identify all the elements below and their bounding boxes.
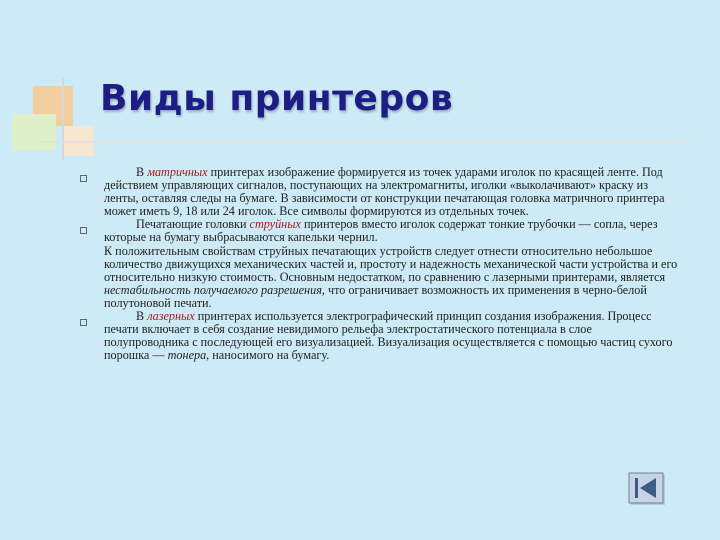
term-matrix: матричных (147, 165, 208, 179)
term-toner: тонера (167, 348, 207, 363)
text-rest: принтерах используется электрографический принцип создания изображения. Процесс печати включает в себя создание невидимого рельефа электростатического потенциала в слое полупроводника с последующей его визуализацией. Визуализация осуществляется с помощью частиц сухого порошка — (104, 309, 673, 363)
nav-first-icon[interactable] (628, 472, 666, 506)
paragraph-text (104, 310, 680, 362)
paragraph-text (104, 166, 680, 218)
term-inkjet: струйных (249, 217, 301, 232)
decor-vertical-line (62, 78, 64, 160)
text-rest: , наносимого на бумагу. (206, 348, 330, 363)
text-lead: В (136, 309, 148, 324)
text-lead: В (136, 165, 148, 179)
square-bullet-icon (80, 227, 87, 234)
term-resolution: нестабильность получаемого разрешения (104, 282, 322, 297)
paragraph-text (104, 218, 680, 244)
text-lead: К положительным свойствам струйных печатающих устройств следует отнести относительно небольшое количество движущихся механических частей и, простоту и надежность механической части устройства и его относительно низкую стоимость. Основным недостатком, по сравнению с лазерными принтерами, является (104, 243, 678, 284)
square-bullet-icon (80, 175, 87, 182)
page-title: Виды принтеров (100, 78, 454, 119)
title-underline (40, 141, 685, 143)
paragraph-matrix (80, 166, 680, 218)
decor-square-green (12, 114, 56, 150)
paragraph-inkjet (80, 218, 680, 310)
text-rest: , что ограничивает возможность их применения в черно-белой полутоновой печати. (104, 282, 647, 310)
text-rest: принтерах изображение формируется из точек ударами иголок по красящей ленте. Под действием управляющих сигналов, поступающих на электромагниты, иголки «выколачивают» краску из ленты, оставляя следы на бумаге. В зависимости от конструкции печатающая головка матричного принтера может иметь 9, 18 или 24 иголок. Все символы формируются из отдельных точек. (104, 165, 665, 219)
paragraph-laser (80, 310, 680, 362)
text-rest: принтеров вместо иголок содержат тонкие трубочки — сопла, через которые на бумагу выбрасываются капельки чернил. (104, 217, 658, 245)
square-bullet-icon (80, 319, 87, 326)
slide-body (80, 166, 680, 362)
term-laser: лазерных (147, 309, 195, 324)
text-lead: Печатающие головки (136, 217, 250, 232)
paragraph-text-extra (104, 245, 680, 310)
